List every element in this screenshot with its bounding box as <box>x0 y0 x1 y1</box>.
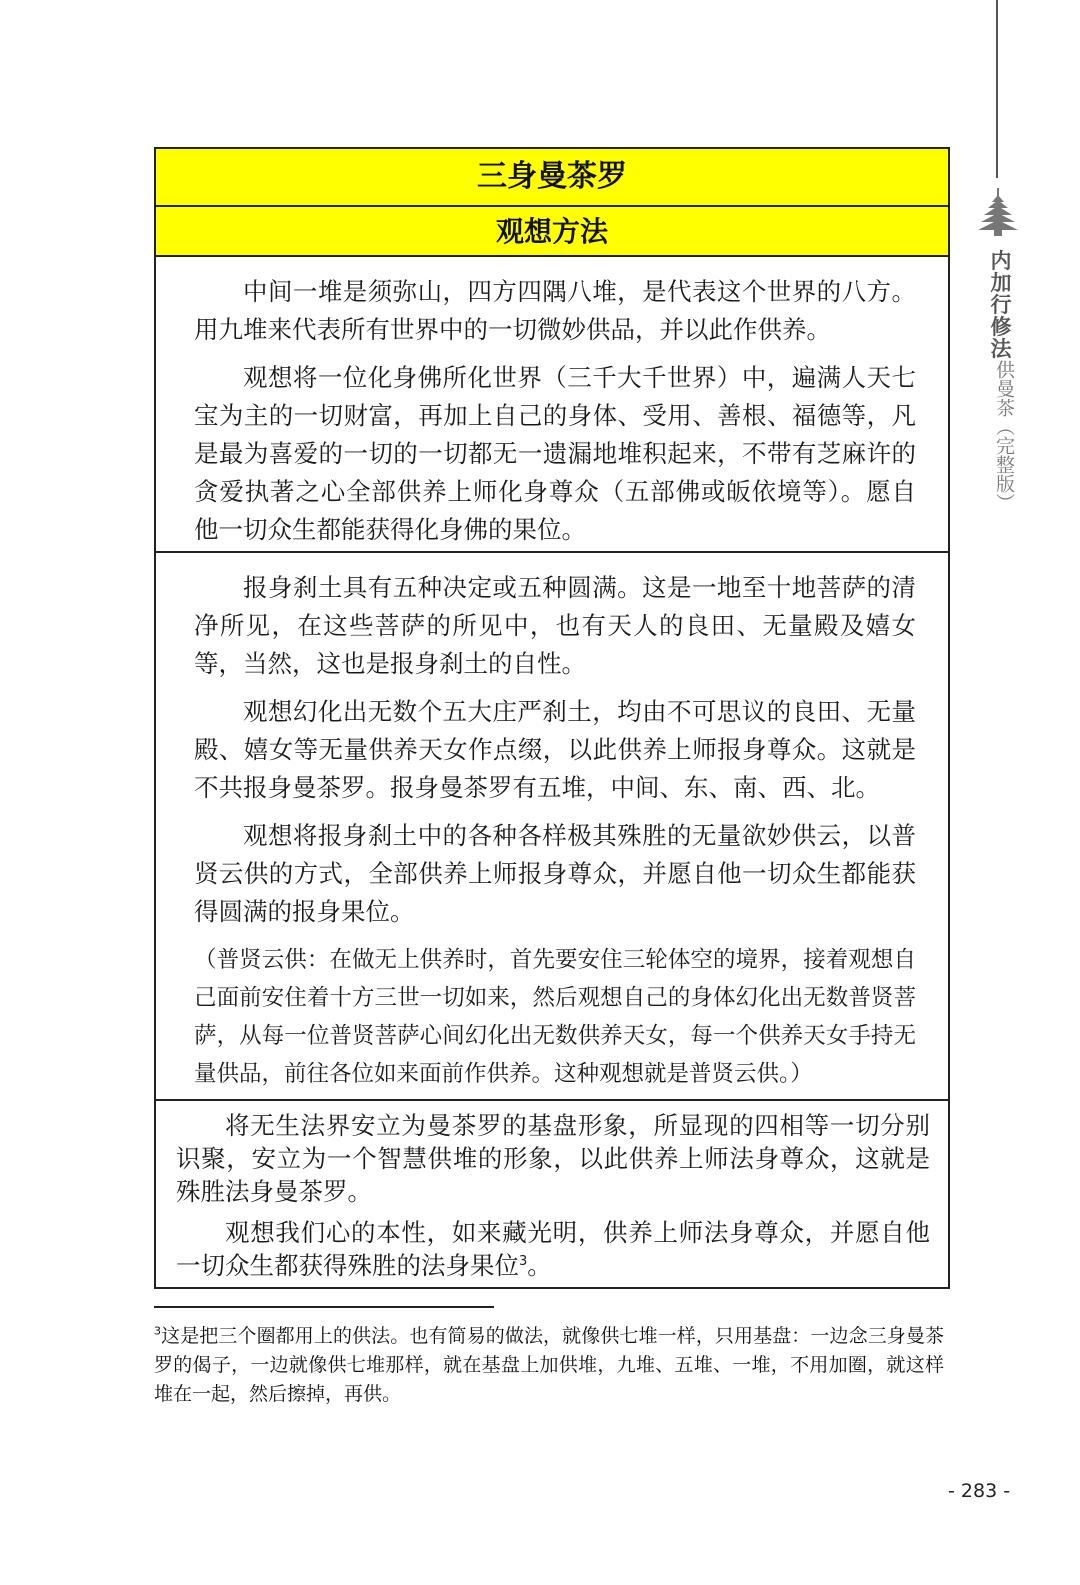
footnote-text: 这是把三个圈都用上的供法。也有简易的做法，就像供七堆一样，只用基盘：一边念三身曼茶罗的偈子，一边就像供七堆那样，就在基盘上加供堆，九堆、五堆、一堆，不用加圈，就这样堆在一起，然后擦掉，再供。 <box>154 1325 944 1405</box>
footnote-ref[interactable]: 3 <box>519 1253 528 1269</box>
paragraph-text: 观想我们心的本性，如来藏光明，供养上师法身尊众，并愿自他一切众生都获得殊胜的法身果位 <box>176 1218 930 1280</box>
section-title: 供曼茶（完整版） <box>993 360 1015 512</box>
sambhogakaya-section <box>156 553 948 1101</box>
paragraph: 将无生法界安立为曼茶罗的基盘形象，所显现的四相等一切分别识聚，安立为一个智慧供堆的形象，以此供养上师法身尊众，这就是殊胜法身曼茶罗。 <box>176 1111 930 1206</box>
paragraph: 观想将一位化身佛所化世界（三千大千世界）中，遍满人天七宝为主的一切财富，再加上自己的身体、受用、善根、福德等，凡是最为喜爱的一切的一切都无一遗漏地堆积起来，不带有芝麻许的贪爱执著之心全部供养上师化身尊众（五部佛或皈依境等）。愿自他一切众生都能获得化身佛的果位。 <box>194 363 916 544</box>
margin-rule <box>996 0 998 178</box>
paragraph: 观想将报身刹土中的各种各样极其殊胜的无量欲妙供云，以普贤云供的方式，全部供养上师报身尊众，并愿自他一切众生都能获得圆满的报身果位。 <box>194 821 916 926</box>
paragraph: 报身刹土具有五种决定或五种圆满。这是一地至十地菩萨的清净所见，在这些菩萨的所见中，也有天人的良田、无量殿及嬉女等，当然，这也是报身刹土的自性。 <box>194 573 916 678</box>
footnote-mark: 3 <box>154 1324 161 1338</box>
mandala-table <box>154 147 950 1289</box>
paragraph: 观想幻化出无数个五大庄严刹土，均由不可思议的良田、无量殿、嬉女等无量供养天女作点缀，以此供养上师报身尊众。这就是不共报身曼茶罗。报身曼茶罗有五堆，中间、东、南、西、北。 <box>194 697 916 802</box>
samantabhadra-note: （普贤云供：在做无上供养时，首先要安住三轮体空的境界，接着观想自己面前安住着十方三世一切如来，然后观想自己的身体幻化出无数普贤菩萨，从每一位普贤菩萨心间幻化出无数供养天女，每一个供养天女手持无量供品，前往各位如来面前作供养。这种观想就是普贤云供。） <box>194 947 916 1087</box>
dharmakaya-section <box>156 1101 948 1287</box>
chapter-title: 内加行修法 <box>990 248 1012 361</box>
footnote <box>154 1322 944 1409</box>
table-subtitle: 观想方法 <box>156 207 948 257</box>
nirmanakaya-section <box>156 257 948 553</box>
paragraph: 中间一堆是须弥山，四方四隅八堆，是代表这个世界的八方。用九堆来代表所有世界中的一切微妙供品，并以此作供养。 <box>194 277 916 344</box>
page-number: - 283 - <box>948 1480 1011 1502</box>
paragraph <box>176 1216 930 1282</box>
footnote-rule <box>154 1306 494 1308</box>
table-title: 三身曼茶罗 <box>156 149 948 207</box>
paragraph-end: 。 <box>527 1251 552 1280</box>
pagoda-icon <box>978 188 1018 238</box>
